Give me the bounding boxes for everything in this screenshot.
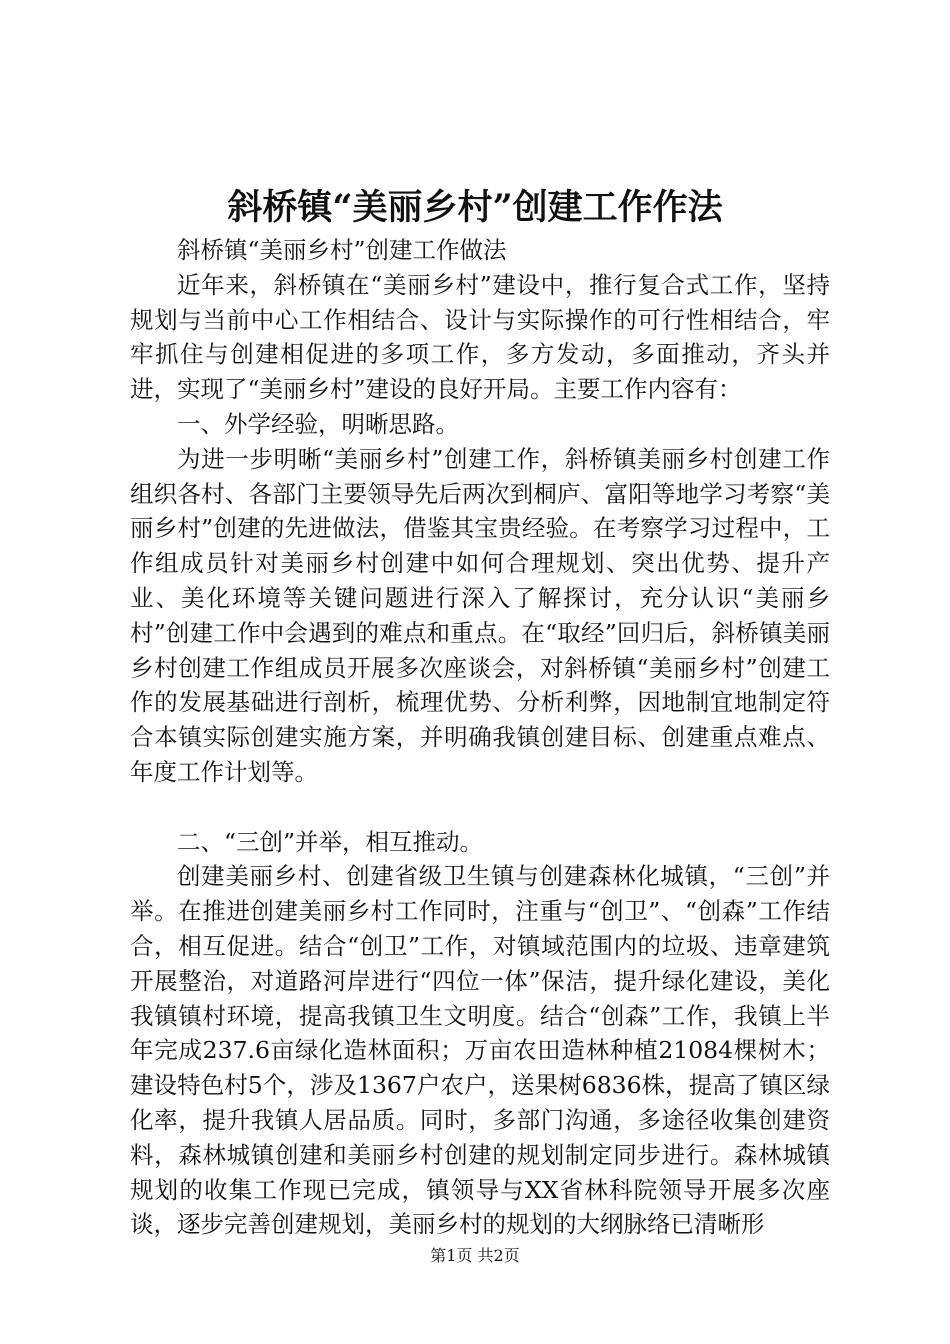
subtitle-paragraph: 斜桥镇“美丽乡村”创建工作做法	[177, 236, 507, 264]
section-1-paragraph: 为进一步明晰“美丽乡村”创建工作，斜桥镇美丽乡村创建工作组织各村、各部门主要领导先后两次到桐庐、富阳等地学习考察“美丽乡村”创建的先进做法，借鉴其宝贵经验。在考察学习过程中，工作组成员针对美丽乡村创建中如何合理规划、突出优势、提升产业、美化环境等关键问题进行深入了解探讨，充分认识“美丽乡村”创建工作中会遇到的难点和重点。在“取经”回归后，斜桥镇美丽乡村创建工作组成员开展多次座谈会，对斜桥镇“美丽乡村”创建工作的发展基础进行剖析，梳理优势、分析利弊，因地制宜地制定符合本镇实际创建实施方案，并明确我镇创建目标、创建重点难点、年度工作计划等。	[130, 444, 830, 786]
intro-paragraph: 近年来，斜桥镇在“美丽乡村”建设中，推行复合式工作，坚持规划与当前中心工作相结合、设计与实际操作的可行性相结合，牢牢抓住与创建相促进的多项工作，多方发动，多面推动，齐头并进，实现了“美丽乡村”建设的良好开局。主要工作内容有：	[130, 270, 830, 404]
document-body	[130, 233, 830, 1242]
section-2-paragraph: 创建美丽乡村、创建省级卫生镇与创建森林化城镇，“三创”并举。在推进创建美丽乡村工作同时，注重与“创卫”、“创森”工作结合，相互促进。结合“创卫”工作，对镇域范围内的垃圾、违章建筑开展整治，对道路河岸进行“四位一体”保洁，提升绿化建设，美化我镇镇村环境，提高我镇卫生文明度。结合“创森”工作，我镇上半年完成237.6亩绿化造林面积；万亩农田造林种植21084棵树木；建设特色村5个，涉及1367户农户，送果树6836株，提高了镇区绿化率，提升我镇人居品质。同时，多部门沟通，多途径收集创建资料，森林城镇创建和美丽乡村创建的规划制定同步进行。森林城镇规划的收集工作现已完成，镇领导与XX省林科院领导开展多次座谈，逐步完善创建规划，美丽乡村的规划的大纲脉络已清晰形	[130, 862, 830, 1239]
page-footer: 第1页 共2页	[430, 1246, 520, 1265]
document-title: 斜桥镇“美丽乡村”创建工作作法	[227, 187, 723, 228]
section-heading-1: 一、外学经验，明晰思路。	[177, 409, 459, 438]
section-heading-2: 二、“三创”并举，相互推动。	[177, 827, 484, 856]
